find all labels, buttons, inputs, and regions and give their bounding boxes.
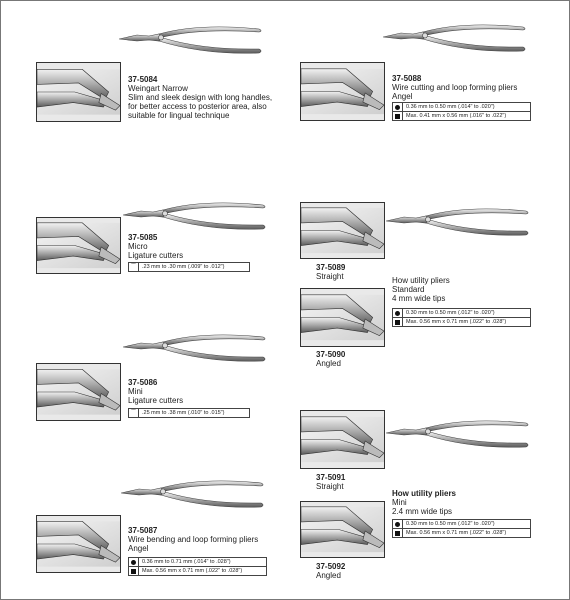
product-code: 37-5087	[128, 526, 158, 535]
product-name: Mini	[128, 387, 143, 396]
product-code: 37-5088	[392, 74, 422, 83]
square-wire-icon	[395, 114, 400, 119]
product-name: Straight	[316, 272, 344, 281]
plier-image-5088	[383, 23, 531, 57]
round-wire-icon	[395, 311, 400, 316]
spec-box: 0.30 mm to 0.50 mm (.012" to .020") Max. 0.56 mm x 0.71 mm (.022" to .028")	[392, 519, 531, 538]
product-code: 37-5091	[316, 473, 346, 482]
product-name: Weingart Narrow	[128, 84, 188, 93]
closeup-photo-5087	[36, 515, 121, 573]
product-name: Straight	[316, 482, 344, 491]
plier-image-5087	[121, 479, 269, 513]
product-subtitle: Ligature cutters	[128, 251, 184, 260]
round-wire-icon	[131, 560, 136, 565]
spec-box: ⌒ .23 mm to .30 mm (.009" to .012")	[128, 262, 250, 272]
square-wire-icon	[395, 320, 400, 325]
product-name: Wire bending and loop forming pliers	[128, 535, 259, 544]
plier-image-5084	[119, 25, 267, 59]
product-code: 37-5089	[316, 263, 346, 272]
spec-box: 0.36 mm to 0.50 mm (.014" to .020") Max. 0.41 mm x 0.56 mm (.016" to .022")	[392, 102, 531, 121]
closeup-photo-5085	[36, 217, 121, 274]
plier-image-utility-mini	[386, 419, 534, 453]
group-tips: 4 mm wide tips	[392, 294, 446, 303]
group-subtitle: Standard	[392, 285, 425, 294]
spec-box: 0.30 mm to 0.50 mm (.012" to .020") Max. 0.56 mm x 0.71 mm (.022" to .028")	[392, 308, 531, 327]
product-code: 37-5085	[128, 233, 158, 242]
wire-round-icon: ⌒	[129, 409, 139, 417]
product-name: Micro	[128, 242, 148, 251]
plier-image-5086	[123, 333, 271, 367]
closeup-photo-5088	[300, 62, 385, 121]
round-wire-icon	[395, 105, 400, 110]
product-code: 37-5084	[128, 75, 158, 84]
square-wire-icon	[131, 569, 136, 574]
product-name: Wire cutting and loop forming pliers	[392, 83, 518, 92]
product-code: 37-5092	[316, 562, 346, 571]
round-wire-icon	[395, 522, 400, 527]
group-title: How utility pliers	[392, 276, 450, 285]
plier-image-utility-standard	[386, 207, 534, 241]
product-subtitle: Angel	[128, 544, 149, 553]
closeup-photo-5086	[36, 363, 121, 421]
wire-round-icon: ⌒	[129, 263, 139, 271]
closeup-photo-5092	[300, 501, 385, 558]
product-name: Angled	[316, 359, 341, 368]
group-tips: 2.4 mm wide tips	[392, 507, 453, 516]
closeup-photo-5084	[36, 62, 121, 122]
product-name: Angled	[316, 571, 341, 580]
product-code: 37-5086	[128, 378, 158, 387]
group-subtitle: Mini	[392, 498, 407, 507]
closeup-photo-5091	[300, 410, 385, 469]
plier-image-5085	[123, 201, 271, 235]
product-subtitle: Angel	[392, 92, 413, 101]
spec-box: ⌒ .25 mm to .38 mm (.010" to .015")	[128, 408, 250, 418]
product-subtitle: Ligature cutters	[128, 396, 184, 405]
group-title: How utility pliers	[392, 489, 457, 498]
spec-box: 0.36 mm to 0.71 mm (.014" to .028") Max. 0.56 mm x 0.71 mm (.022" to .028")	[128, 557, 267, 576]
square-wire-icon	[395, 531, 400, 536]
product-description: Slim and sleek design with long handles, for better access to posterior area, also suitable for lingual technique	[128, 93, 273, 120]
closeup-photo-5089	[300, 202, 385, 259]
closeup-photo-5090	[300, 288, 385, 347]
product-code: 37-5090	[316, 350, 346, 359]
